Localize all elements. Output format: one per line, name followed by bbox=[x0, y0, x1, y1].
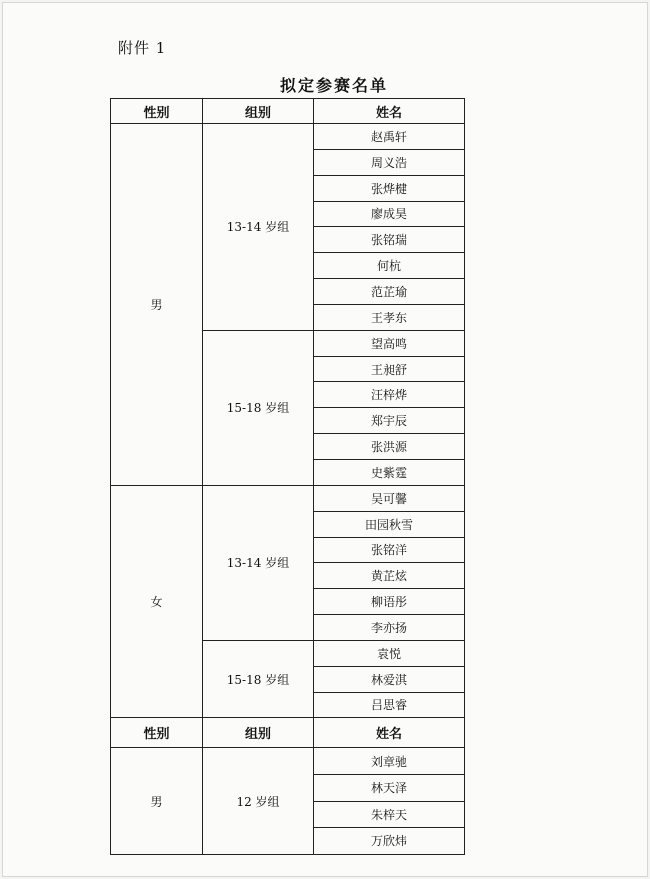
group-cell-male-15-18: 15-18 岁组 bbox=[203, 330, 314, 485]
name-cell: 王昶舒 bbox=[314, 356, 465, 382]
group-cell-female-15-18: 15-18 岁组 bbox=[203, 640, 314, 718]
gender-cell-male-2: 男 bbox=[111, 748, 203, 854]
table-header-row bbox=[111, 99, 465, 124]
header-gender-2: 性别 bbox=[111, 718, 203, 748]
header-name-2: 姓名 bbox=[314, 718, 465, 748]
table-row bbox=[111, 748, 465, 775]
name-cell: 吴可馨 bbox=[314, 485, 465, 511]
name-cell: 刘章驰 bbox=[314, 748, 465, 775]
name-cell: 廖成昊 bbox=[314, 201, 465, 227]
name-cell: 李亦扬 bbox=[314, 615, 465, 641]
name-cell: 郑宇辰 bbox=[314, 408, 465, 434]
group-cell-male-13-14: 13-14 岁组 bbox=[203, 124, 314, 331]
name-cell: 张铭瑞 bbox=[314, 227, 465, 253]
name-cell: 周义浩 bbox=[314, 149, 465, 175]
name-cell: 张洪源 bbox=[314, 434, 465, 460]
header-gender: 性别 bbox=[111, 99, 203, 124]
table-header-row-2 bbox=[111, 718, 465, 748]
name-cell: 张烨楗 bbox=[314, 175, 465, 201]
name-cell: 黄芷炫 bbox=[314, 563, 465, 589]
header-group-2: 组别 bbox=[203, 718, 314, 748]
group-cell-female-13-14: 13-14 岁组 bbox=[203, 485, 314, 640]
attachment-label: 附件 1 bbox=[118, 39, 167, 57]
name-cell: 林爱淇 bbox=[314, 666, 465, 692]
page-title: 拟定参赛名单 bbox=[279, 76, 388, 95]
name-cell: 王孝东 bbox=[314, 304, 465, 330]
name-cell: 林天泽 bbox=[314, 775, 465, 802]
group-cell-12: 12 岁组 bbox=[203, 748, 314, 854]
name-cell: 万欣炜 bbox=[314, 828, 465, 855]
name-cell: 范芷瑜 bbox=[314, 279, 465, 305]
roster-table bbox=[110, 98, 465, 855]
name-cell: 汪梓烨 bbox=[314, 382, 465, 408]
name-cell: 张铭洋 bbox=[314, 537, 465, 563]
name-cell: 柳语彤 bbox=[314, 589, 465, 615]
name-cell: 史紫霆 bbox=[314, 459, 465, 485]
name-cell: 田园秋雪 bbox=[314, 511, 465, 537]
name-cell: 袁悦 bbox=[314, 640, 465, 666]
name-cell: 何杭 bbox=[314, 253, 465, 279]
name-cell: 朱梓天 bbox=[314, 801, 465, 828]
gender-cell-female: 女 bbox=[111, 485, 203, 718]
header-group: 组别 bbox=[203, 99, 314, 124]
header-name: 姓名 bbox=[314, 99, 465, 124]
table-row bbox=[111, 124, 465, 150]
gender-cell-male: 男 bbox=[111, 124, 203, 486]
name-cell: 望高鸣 bbox=[314, 330, 465, 356]
table-row bbox=[111, 485, 465, 511]
name-cell: 赵禹轩 bbox=[314, 124, 465, 150]
name-cell: 吕思睿 bbox=[314, 692, 465, 718]
